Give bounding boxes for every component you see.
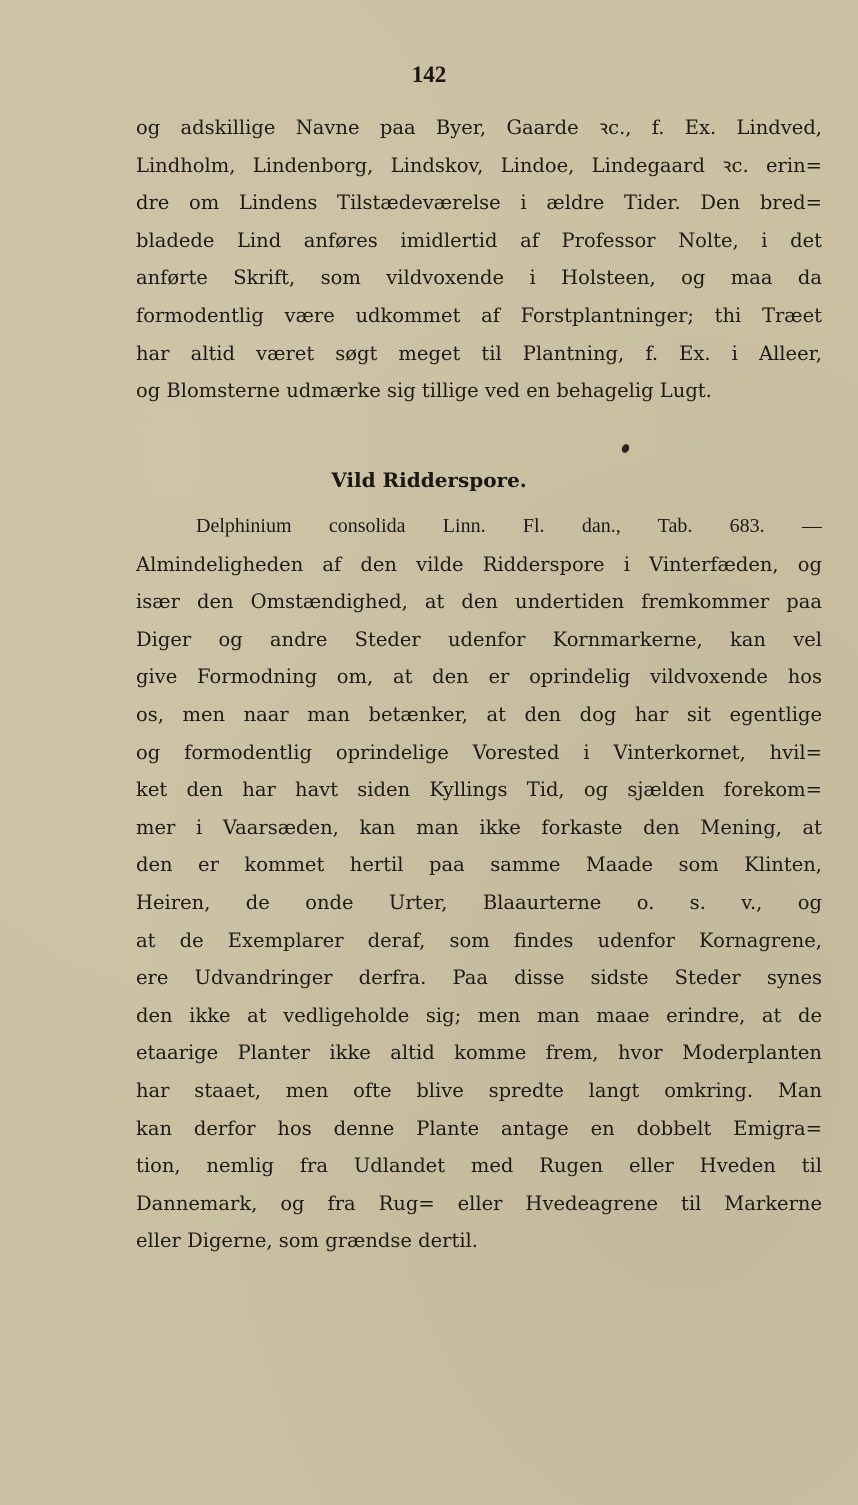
text-line: har staaet, men ofte blive spredte langt omkring. Man bbox=[136, 1078, 822, 1102]
text-line: anførte Skrift, som vildvoxende i Holsteen, og maa da bbox=[136, 266, 822, 290]
paragraph-ridderspore bbox=[136, 508, 822, 1260]
text-line: især den Omstændighed, at den undertiden fremkommer paa bbox=[136, 590, 822, 614]
text-line: Heiren, de onde Urter, Blaaurterne o. s. v., og bbox=[136, 890, 822, 914]
section-heading: Vild Ridderspore. bbox=[331, 468, 527, 492]
page-number: 142 bbox=[411, 62, 447, 87]
text-line: dre om Lindens Tilstædeværelse i ældre Tider. Den bred= bbox=[136, 191, 822, 215]
text-line: formodentlig være udkommet af Forstplantninger; thi Træet bbox=[136, 303, 822, 327]
text-line: Diger og andre Steder udenfor Kornmarkerne, kan vel bbox=[136, 627, 822, 651]
text-line: os, men naar man betænker, at den dog har sit egentlige bbox=[136, 702, 822, 726]
text-line: mer i Vaarsæden, kan man ikke forkaste den Mening, at bbox=[136, 815, 822, 839]
ink-speck-ornament bbox=[620, 443, 630, 454]
text-line: bladede Lind anføres imidlertid af Professor Nolte, i det bbox=[136, 228, 822, 252]
text-line: tion, nemlig fra Udlandet med Rugen eller Hveden til bbox=[136, 1154, 822, 1178]
text-line: og adskillige Navne paa Byer, Gaarde ꝛc., f. Ex. Lindved, bbox=[136, 116, 822, 139]
text-line: give Formodning om, at den er oprindelig vildvoxende hos bbox=[136, 665, 822, 689]
text-line: ket den har havt siden Kyllings Tid, og sjælden forekom= bbox=[136, 778, 822, 802]
text-line: kan derfor hos denne Plante antage en dobbelt Emigra= bbox=[136, 1116, 822, 1140]
text-line: og formodentlig oprindelige Vorested i Vinterkornet, hvil= bbox=[136, 740, 822, 764]
text-line: den er kommet hertil paa samme Maade som Klinten, bbox=[136, 853, 822, 877]
text-line: Dannemark, og fra Rug= eller Hvedeagrene til Markerne bbox=[136, 1191, 822, 1215]
text-line: etaarige Planter ikke altid komme frem, hvor Moderplanten bbox=[136, 1041, 822, 1065]
text-line: Lindholm, Lindenborg, Lindskov, Lindoe, Lindegaard ꝛc. erin= bbox=[136, 153, 822, 177]
text-line: den ikke at vedligeholde sig; men man maae erindre, at de bbox=[136, 1003, 822, 1027]
text-line: har altid været søgt meget til Plantning, f. Ex. i Alleer, bbox=[136, 341, 822, 365]
text-line: at de Exemplarer deraf, som findes udenfor Kornagrene, bbox=[136, 928, 822, 952]
botanical-citation: Delphinium consolida Linn. Fl. dan., Tab. 683. — bbox=[196, 515, 822, 537]
text-line: og Blomsterne udmærke sig tillige ved en behagelig Lugt. bbox=[136, 379, 712, 403]
text-line: ere Udvandringer derfra. Paa disse sidste Steder synes bbox=[136, 966, 822, 990]
text-line: Almindeligheden af den vilde Ridderspore i Vinterfæden, og bbox=[136, 552, 822, 576]
paragraph-linden-continuation bbox=[136, 109, 822, 410]
text-line: eller Digerne, som grændse dertil. bbox=[136, 1229, 478, 1253]
